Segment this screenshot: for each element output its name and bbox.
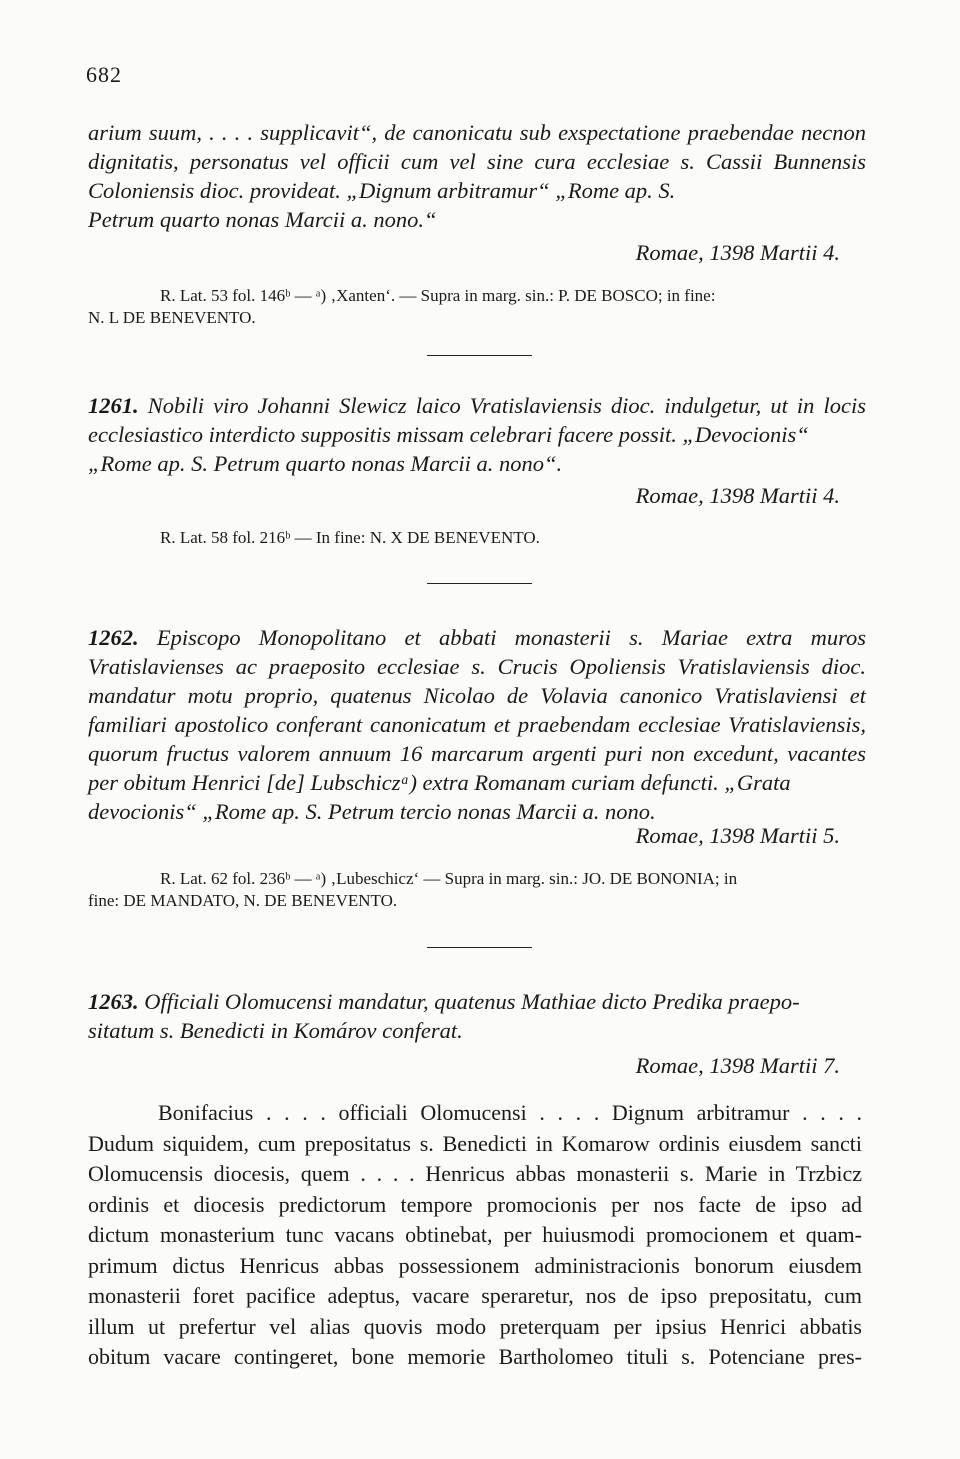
separator-rule [427,947,532,948]
prev-entry-last-line: Petrum quarto nonas Marcii a. nono.“ [88,207,437,232]
body-line: obitum vacare contingeret, bone memorie Bartholomeo tituli s. Potenciane pres- [88,1344,862,1369]
entry-1261-number: 1261. [88,393,139,418]
body-line: Bonifacius . . . . officiali Olomucensi . . . . Dignum arbitramur . . . . [158,1100,862,1125]
entry-1262-date: Romae, 1398 Martii 5. [635,823,840,848]
entry-1261-body: Nobili viro Johanni Slewicz laico Vratislaviensis dioc. indulgetur, ut in locis ecclesiastico interdicto suppositis missam celebrari facere possit. „Devocionis“ [88,393,867,447]
entry-1261-last-line: „Rome ap. S. Petrum quarto nonas Marcii a. nono“. [88,451,563,476]
entry-1262-note-line2: fine: DE MANDATO, N. DE BENEVENTO. [88,891,398,910]
body-line: dictum monasterium tunc vacans obtinebat, per huiusmodi promocionem et quam- [88,1222,862,1247]
prev-entry-body: arium suum, . . . . supplicavit“, de canonicatu sub exspectatione praebendae necnon dignitatis, personatus vel officii cum vel sine cura ecclesiae s. Cassii Bunnensis Coloniensis dioc. provideat. „Dignum arbitramur“ „Rome ap. S. [88,120,866,203]
entry-1262-text [88,623,866,826]
entry-1261-date: Romae, 1398 Martii 4. [635,483,840,508]
body-line: Dudum siquidem, cum prepositatus s. Benedicti in Komarow ordinis eiusdem sancti [88,1130,862,1156]
entry-1262-number: 1262. [88,625,139,650]
entry-1261-note [88,527,868,549]
entry-1261-note-line: R. Lat. 58 fol. 216ᵇ — In fine: N. X DE BENEVENTO. [160,528,540,547]
prev-note-line2: N. L DE BENEVENTO. [88,308,256,327]
entry-1262-last-line: devocionis“ „Rome ap. S. Petrum tercio nonas Marcii a. nono. [88,799,656,824]
body-line: Olomucensis diocesis, quem . . . . Henricus abbas monasterii s. Marie in Trzbicz [88,1161,862,1186]
entry-1263-number: 1263. [88,989,139,1014]
entry-1263-letter-body [88,1098,862,1373]
entry-1262-note-line1: R. Lat. 62 fol. 236ᵇ — ᵃ) ‚Lubeschicz‘ — Supra in marg. sin.: JO. DE BONONIA; in [160,869,738,888]
entry-1263-body: Officiali Olomucensi mandatur, quatenus Mathiae dicto Predika praepo- [144,989,800,1014]
page-number: 682 [86,62,122,87]
entry-1263-text [88,987,866,1045]
entry-1263-last-line: sitatum s. Benedicti in Komárov conferat. [88,1018,463,1043]
entry-1263-date: Romae, 1398 Martii 7. [635,1053,840,1078]
entry-1262-body: Episcopo Monopolitano et abbati monasterii s. Mariae extra muros Vratislavienses ac praeposito ecclesiae s. Crucis Opoliensis Vratislaviensis dioc. mandatur motu proprio, quatenus Nicolao de Volavia canonico Vratislaviensi et familiari apostolico conferant canonicatum et praebendam ecclesiae Vratislaviensis, quorum fructus valorem annuum 16 marcarum argenti puri non excedunt, vacantes per obitum Henrici [de] Lubschiczᵃ) extra Romanam curiam defuncti. „Grata [88,625,867,795]
entry-1261-text [88,391,866,478]
prev-note-line1: R. Lat. 53 fol. 146ᵇ — ᵃ) ‚Xanten‘. — Supra in marg. sin.: P. DE BOSCO; in fine: [160,286,716,305]
prev-entry-date: Romae, 1398 Martii 4. [635,240,840,265]
body-line: illum ut prefertur vel alias quovis modo preterquam per ipsius Henrici abbatis [88,1313,862,1339]
body-line: primum dictus Henricus abbas possessionem administracionis bonorum eiusdem [88,1252,862,1278]
separator-rule [427,355,532,356]
prev-entry-note [88,285,868,329]
separator-rule [427,583,532,584]
prev-entry-text [88,118,866,234]
body-line: monasterii foret pacifice adeptus, vacare speraretur, nos de ipso prepositatu, cum [88,1283,862,1308]
body-line: ordinis et diocesis predictorum tempore promocionis per nos facte de ipso ad [88,1191,862,1217]
entry-1262-note [88,868,868,912]
